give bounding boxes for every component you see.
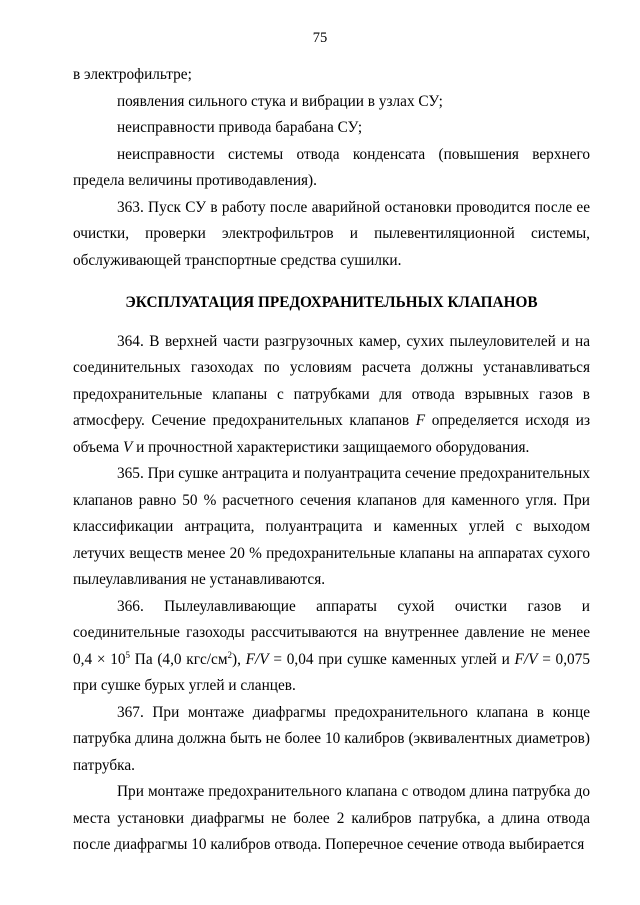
ratio-symbol: F/V bbox=[245, 650, 269, 668]
text-run: определяется исходя из объема bbox=[73, 412, 590, 456]
text-run: = 0,04 при сушке каменных углей и bbox=[268, 650, 515, 668]
exponent: 5 bbox=[125, 649, 131, 660]
section-heading: ЭКСПЛУАТАЦИЯ ПРЕДОХРАНИТЕЛЬНЫХ КЛАПАНОВ bbox=[125, 294, 538, 311]
text-run: = 0,075 при сушке бурых углей и сланцев. bbox=[73, 650, 590, 694]
text-run: Па (4,0 кгс/см bbox=[130, 650, 228, 668]
paragraph-366 bbox=[73, 594, 590, 700]
symbol-f: F bbox=[415, 412, 426, 429]
ratio-symbol: F/V bbox=[514, 650, 538, 668]
paragraph-367-continued: При монтаже предохранительного клапана с отводом длина патрубка до места установки диафрагмы не более 2 калибров патрубка, а длина отвода после диафрагмы 10 калибров отвода. Поперечное сечение отвода выбирается bbox=[73, 783, 590, 853]
page-number: 75 bbox=[312, 30, 328, 46]
text-line: в электрофильтре; bbox=[73, 66, 192, 83]
text-run: 366. Пылеулавливающие аппараты сухой очистки газов и соединительные газоходы рассчитываются на внутреннее давление не менее 0,4 × 10 bbox=[73, 597, 590, 668]
paragraph-363: 363. Пуск СУ в работу после аварийной остановки проводится после ее очистки, проверки электрофильтров и пылевентиляционной системы, обслуживающей транспортные средства сушилки. bbox=[73, 198, 590, 269]
paragraph-367: 367. При монтаже диафрагмы предохранительного клапана в конце патрубка длина должна быть не более 10 калибров (эквивалентных диаметров) патрубка. bbox=[73, 703, 590, 774]
list-item: неисправности привода барабана СУ; bbox=[117, 119, 363, 136]
text-run: и прочностной характеристики защищаемого оборудования. bbox=[132, 438, 530, 456]
list-item: появления сильного стука и вибрации в узлах СУ; bbox=[117, 92, 443, 110]
page-body bbox=[73, 62, 590, 859]
text-run: 364. В верхней части разгрузочных камер, сухих пылеуловителей и на соединительных газоходах по условиям расчета должны устанавливаться предохранительные клапаны с патрубками для отвода взрывных газов в атмосферу. Сечение предохранительных клапанов bbox=[73, 332, 590, 429]
text-run: ), bbox=[232, 650, 246, 668]
symbol-v: V bbox=[122, 438, 133, 456]
list-item: неисправности системы отвода конденсата (повышения верхнего предела величины противодавления). bbox=[73, 145, 590, 189]
paragraph-364 bbox=[73, 329, 590, 462]
exponent: 2 bbox=[227, 649, 233, 660]
paragraph-365: 365. При сушке антрацита и полуантрацита сечение предохранительных клапанов равно 50 % расчетного сечения клапанов для каменного угля. При классификации антрацита, полуантрацита и каменных углей с выходом летучих веществ менее 20 % предохранительные клапаны на аппаратах сухого пылеулавливания не устанавливаются. bbox=[73, 465, 590, 588]
